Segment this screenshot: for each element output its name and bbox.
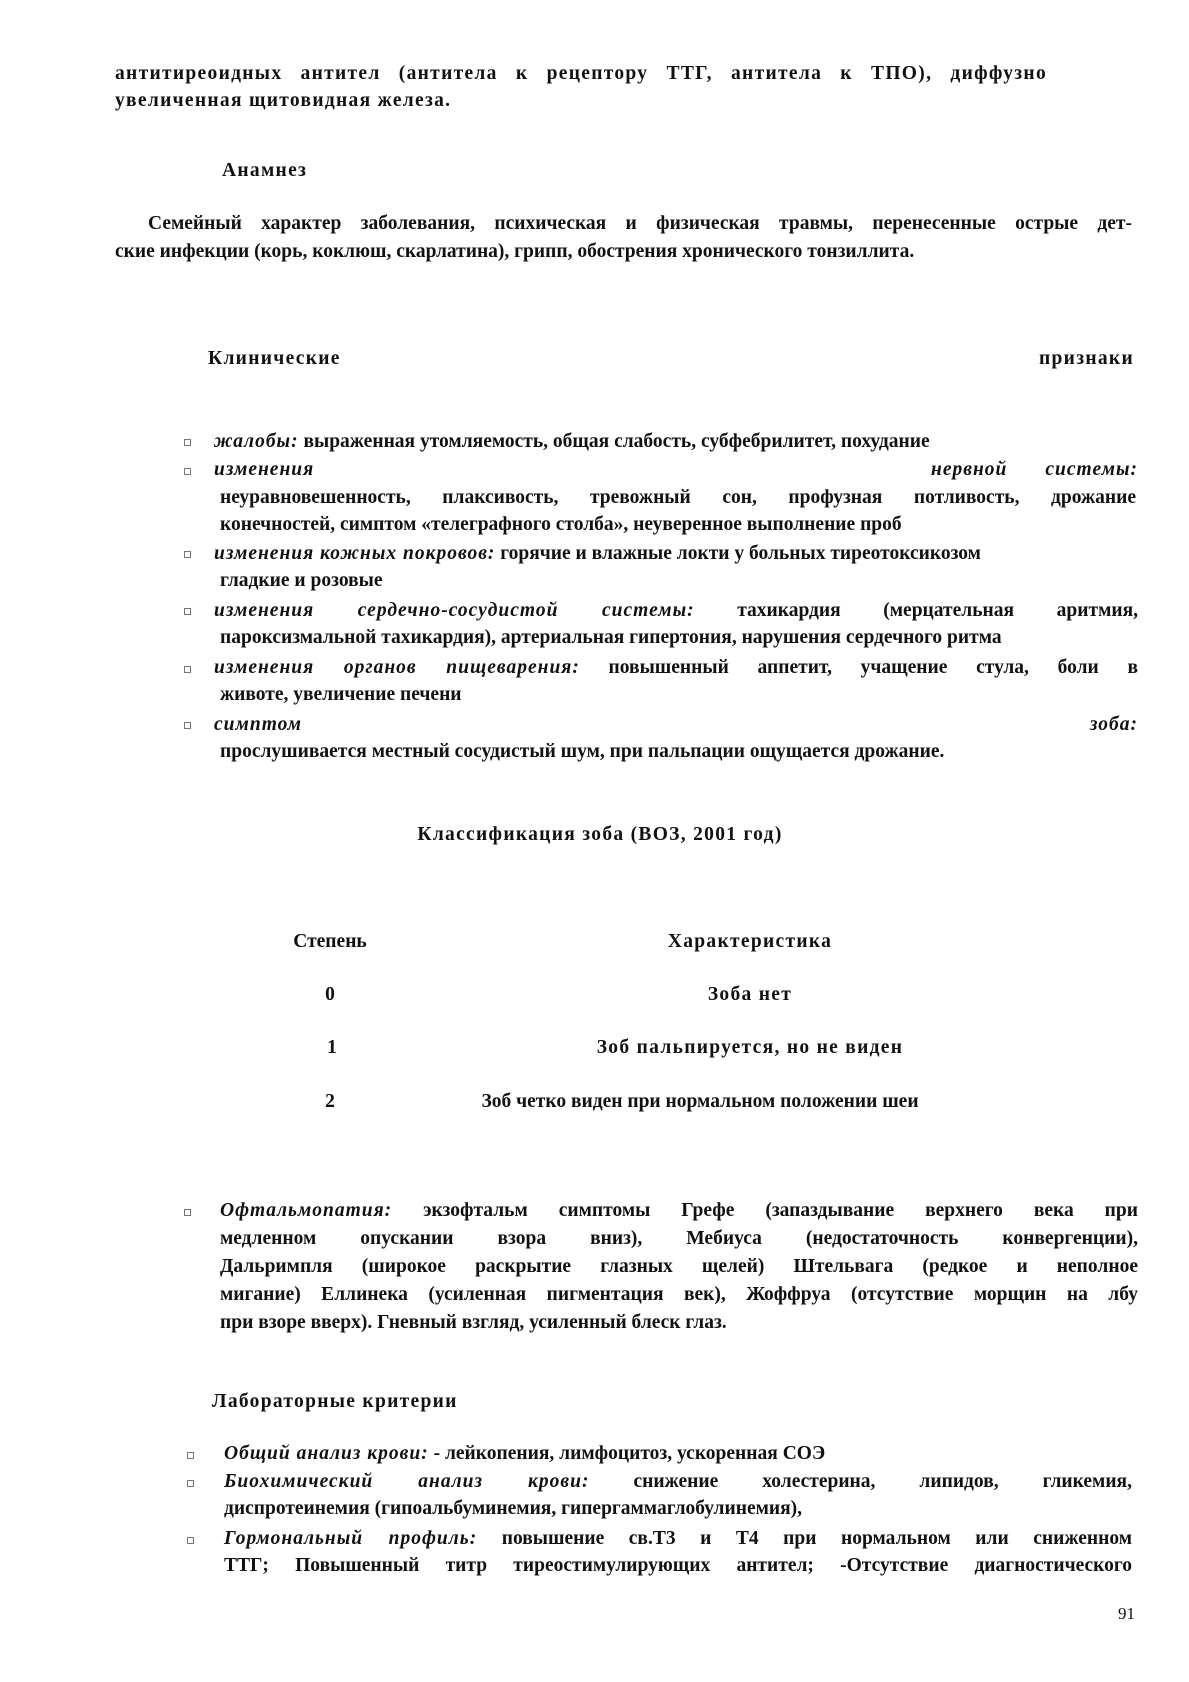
clinical-item-6-line-2: прослушивается местный сосудистый шум, при пальпации ощущается дрожание. bbox=[220, 741, 945, 762]
clinical-item-4-line-2: пароксизмальной тахикардия), артериальная гипертония, нарушения сердечного ритма bbox=[220, 627, 1002, 648]
ophthalmopathy-line-2: медленном опускании взора вниз), Мебиуса (недостаточность конвергенции), bbox=[220, 1228, 1138, 1249]
lab-item-2 bbox=[224, 1468, 1132, 1495]
clinical-item-3-text: горячие и влажные локти у больных тиреотоксикозом bbox=[495, 543, 981, 564]
clinical-item-5-text: повышенный аппетит, учащение стула, боли в bbox=[579, 657, 1138, 678]
clinical-item-2-term-right-2: системы: bbox=[1045, 459, 1138, 480]
bullet-icon bbox=[184, 439, 191, 446]
bullet-icon bbox=[187, 1537, 194, 1544]
bullet-icon bbox=[184, 666, 191, 673]
bullet-icon bbox=[184, 1209, 191, 1216]
clinical-item-2-term: изменения bbox=[214, 459, 315, 480]
clinical-heading-left: Клинические bbox=[208, 348, 341, 369]
lab-heading: Лабораторные критерии bbox=[212, 1391, 458, 1412]
goiter-table-title: Классификация зоба (ВОЗ, 2001 год) bbox=[417, 824, 783, 845]
goiter-row-text: Зоба нет bbox=[707, 984, 793, 1005]
goiter-row-degree: 2 bbox=[325, 1091, 335, 1112]
intro-line-2: увеличенная щитовидная железа. bbox=[115, 90, 452, 111]
clinical-item-3-term: изменения кожных покровов: bbox=[214, 543, 496, 564]
clinical-item-3-line-2: гладкие и розовые bbox=[220, 570, 383, 591]
lab-item-3 bbox=[224, 1525, 1132, 1552]
clinical-item-4-text: тахикардия (мерцательная аритмия, bbox=[694, 600, 1139, 621]
intro-line-1: антитиреоидных антител (антитела к рецептору ТТГ, антитела к ТПО), диффузно bbox=[115, 63, 1047, 84]
ophthalmopathy-term: Офтальмопатия: bbox=[220, 1200, 393, 1221]
goiter-col-degree: Степень bbox=[293, 931, 367, 952]
anamnesis-line-1: Семейный характер заболевания, психическая и физическая травмы, перенесенные острые дет- bbox=[148, 213, 1132, 234]
clinical-heading bbox=[208, 345, 1134, 372]
clinical-item-4-term: изменения сердечно-сосудистой системы: bbox=[214, 600, 695, 621]
clinical-item-2-term-row bbox=[214, 456, 1138, 483]
clinical-item-1-term: жалобы: bbox=[214, 431, 299, 452]
lab-item-2-term: Биохимический анализ крови: bbox=[224, 1471, 590, 1492]
lab-item-3-term: Гормональный профиль: bbox=[224, 1528, 478, 1549]
clinical-item-1-text: выраженная утомляемость, общая слабость, субфебрилитет, похудание bbox=[298, 431, 930, 452]
clinical-item-3 bbox=[214, 540, 981, 567]
lab-item-3-line-2: ТТГ; Повышенный титр тиреостимулирующих антител; -Отсутствие диагностического bbox=[224, 1555, 1132, 1576]
ophthalmopathy-text: экзофтальм симптомы Грефе (запаздывание верхнего века при bbox=[392, 1200, 1138, 1221]
clinical-item-5-term: изменения органов пищеварения: bbox=[214, 657, 580, 678]
ophthalmopathy-line-5: при взоре вверх). Гневный взгляд, усиленный блеск глаз. bbox=[220, 1312, 727, 1333]
goiter-row-text: Зоб пальпируется, но не виден bbox=[596, 1037, 904, 1058]
clinical-item-5 bbox=[214, 654, 1138, 681]
bullet-icon bbox=[184, 551, 191, 558]
goiter-col-characteristic: Характеристика bbox=[667, 931, 833, 952]
clinical-item-2-line-2: неуравновешенность, плаксивость, тревожный сон, профузная потливость, дрожание bbox=[220, 487, 1136, 508]
anamnesis-heading: Анамнез bbox=[222, 160, 308, 181]
clinical-item-6-term-row bbox=[214, 711, 1138, 738]
goiter-row-degree: 1 bbox=[327, 1037, 337, 1058]
goiter-row-degree: 0 bbox=[325, 984, 335, 1005]
lab-item-1 bbox=[224, 1440, 825, 1467]
ophthalmopathy-line-1 bbox=[220, 1197, 1138, 1224]
lab-item-2-text: снижение холестерина, липидов, гликемия, bbox=[589, 1471, 1132, 1492]
bullet-icon bbox=[184, 722, 191, 729]
goiter-row-text: Зоб четко виден при нормальном положении шеи bbox=[481, 1091, 919, 1112]
clinical-item-5-line-2: животе, увеличение печени bbox=[220, 684, 462, 705]
ophthalmopathy-line-4: мигание) Еллинека (усиленная пигментация век), Жоффруа (отсутствие морщин на лбу bbox=[220, 1284, 1138, 1305]
clinical-item-2-line-3: конечностей, симптом «телеграфного столба», неуверенное выполнение проб bbox=[220, 514, 902, 535]
page-number: 91 bbox=[1118, 1604, 1135, 1623]
clinical-heading-right: признаки bbox=[1038, 348, 1134, 369]
bullet-icon bbox=[184, 608, 191, 615]
clinical-item-4 bbox=[214, 597, 1138, 624]
bullet-icon bbox=[187, 1480, 194, 1487]
clinical-item-6-term-right: зоба: bbox=[1089, 714, 1138, 735]
anamnesis-line-2: ские инфекции (корь, коклюш, скарлатина), грипп, обострения хронического тонзиллита. bbox=[115, 241, 915, 262]
ophthalmopathy-line-3: Дальримпля (широкое раскрытие глазных щелей) Штельвага (редкое и неполное bbox=[220, 1256, 1138, 1277]
lab-item-1-text: - лейкопения, лимфоцитоз, ускоренная СОЭ bbox=[428, 1443, 826, 1464]
bullet-icon bbox=[184, 468, 191, 475]
lab-item-2-line-2: диспротеинемия (гипоальбуминемия, гипергаммаглобулинемия), bbox=[224, 1498, 803, 1519]
clinical-item-2-term-right-1: нервной bbox=[931, 459, 1008, 480]
bullet-icon bbox=[187, 1452, 194, 1459]
clinical-item-6-term: симптом bbox=[214, 714, 302, 735]
lab-item-1-term: Общий анализ крови: bbox=[224, 1443, 429, 1464]
clinical-item-1 bbox=[214, 428, 930, 455]
lab-item-3-text: повышение св.Т3 и Т4 при нормальном или сниженном bbox=[477, 1528, 1132, 1549]
